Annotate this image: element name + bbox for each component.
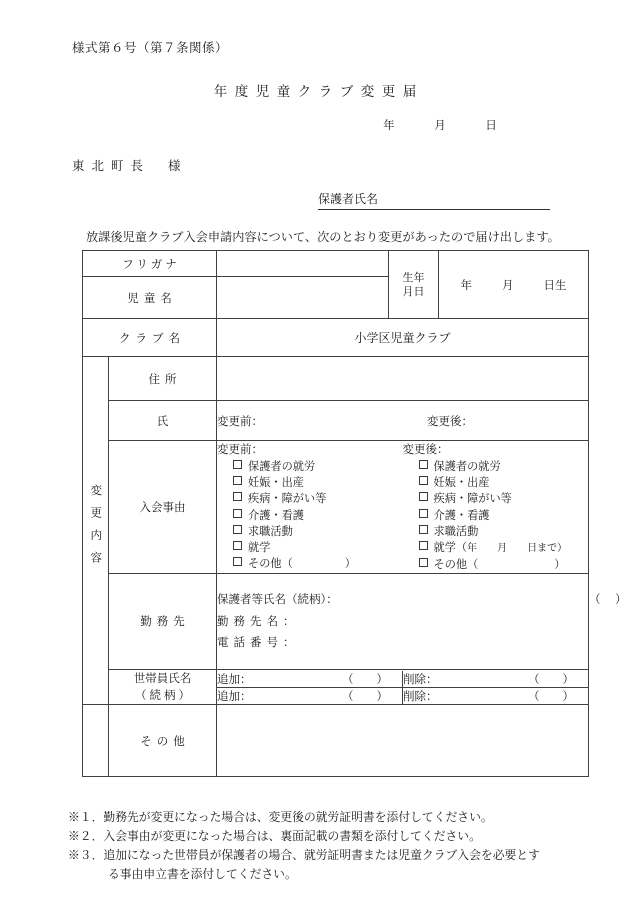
table-row-household-members [83,669,589,705]
reason-before-column [217,441,403,573]
other-row-spacer-cell [83,705,109,777]
member-add-relation-2: （ ） [342,688,388,703]
footnote-2: ※２．入会事由が変更になった場合は、裏面記載の書類を添付してください。 [68,829,481,844]
member-delete-label: 削除： [403,688,438,703]
reason-before-item-3[interactable]: 介護・看護 [217,508,403,524]
workplace-phone-line[interactable] [217,632,588,654]
checkbox-icon[interactable] [419,525,428,534]
member-add-label: 追加： [217,688,252,703]
reason-before-item-1[interactable]: 妊娠・出産 [217,475,403,491]
footnote-1: ※１．勤務先が変更になった場合は、変更後の就労証明書を添付してください。 [68,810,493,824]
household-member-row-2 [217,687,588,704]
member-delete-label: 削除： [403,671,438,686]
reason-after-item-3[interactable]: 介護・看護 [403,508,589,524]
surname-change-cell[interactable] [217,401,589,441]
guardian-name-field[interactable] [318,190,550,210]
checkbox-icon[interactable] [233,460,242,469]
checkbox-icon[interactable] [419,476,428,485]
surname-label: 氏 [109,401,217,441]
footnote-3-continuation: る事由申立書を添付してください。 [108,867,297,882]
addressee-honorific: 様 [168,158,188,173]
furigana-label: フリガナ [83,251,217,277]
checkbox-icon[interactable] [233,525,242,534]
birthdate-label-line1: 生年 [402,270,425,284]
reason-before-item-5[interactable]: 就学 [217,540,403,556]
reason-before-other-close: ） [344,557,356,571]
table-row-other [83,705,589,777]
workplace-fields [217,573,627,669]
birthdate-label [389,251,439,319]
other-label: その他 [109,705,217,777]
reason-after-item-1[interactable]: 妊娠・出産 [403,475,589,491]
date-month-label: 月 [434,118,446,132]
reason-after-item-0[interactable]: 保護者の就労 [403,459,589,475]
reason-before-item-2[interactable]: 疾病・障がい等 [217,491,403,507]
intro-sentence: 放課後児童クラブ入会申請内容について、次のとおり変更があったので届け出します。 [86,230,560,244]
reason-after-item-4[interactable]: 求職活動 [403,524,589,540]
household-member-row-1 [217,671,588,688]
workplace-guardian-line[interactable] [217,589,627,611]
school-period-label: 年 月 日まで） [467,543,568,555]
address-value-cell[interactable] [217,357,589,401]
workplace-relation-paren: （ ） [589,592,627,607]
checkbox-icon[interactable] [419,509,428,518]
child-name-value-cell[interactable] [217,277,389,319]
birthdate-value-cell[interactable] [439,251,589,319]
reason-label: 入会事由 [109,441,217,574]
workplace-label: 勤務先 [109,573,217,669]
table-row-address [83,357,589,401]
birth-month-label: 月 [502,277,514,292]
member-add-cell-2[interactable] [217,687,403,704]
checkbox-icon[interactable] [233,492,242,501]
reason-checkbox-area [217,441,589,574]
member-delete-relation-2: （ ） [528,688,574,703]
workplace-name-label: 勤務先名： [217,613,300,628]
other-value-cell[interactable] [217,705,589,777]
birth-day-label: 日生 [543,277,567,292]
workplace-guardian-label: 保護者等氏名（続柄）： [217,592,338,607]
checkbox-icon[interactable] [419,460,428,469]
document-title: 年度児童クラブ変更届 [213,84,424,100]
reason-before-item-6[interactable]: その他（ ） [217,556,403,572]
checkbox-icon[interactable] [233,509,242,518]
member-add-cell-1[interactable] [217,671,403,688]
club-name-value[interactable]: 小学区児童クラブ [217,319,589,357]
table-row-furigana [83,251,589,277]
table-row-workplace [83,573,589,669]
change-content-vertical-label: 変更内容 [83,357,109,705]
workplace-name-line[interactable] [217,611,588,633]
date-day-label: 日 [485,118,497,132]
footnote-3: ※３．追加になった世帯員が保護者の場合、就労証明書または児童クラブ入会を必要とす [68,848,540,863]
member-delete-cell-2[interactable] [403,687,589,704]
guardian-name-label: 保護者氏名 [318,192,379,206]
member-add-relation-1: （ ） [342,671,388,686]
member-delete-cell-1[interactable] [403,671,589,688]
member-delete-relation-1: （ ） [528,671,574,686]
workplace-phone-label: 電話番号： [217,635,300,650]
furigana-value-cell[interactable] [217,251,389,277]
reason-before-item-0[interactable]: 保護者の就労 [217,459,403,475]
addressee [72,156,188,174]
club-name-label: クラブ名 [83,319,217,357]
checkbox-icon[interactable] [419,541,428,550]
household-member-grid [217,669,589,705]
form-number: 様式第６号（第７条関係） [72,40,229,55]
reason-after-column [403,441,589,573]
reason-after-item-5[interactable]: 就学（年 月 日まで） [403,540,589,557]
checkbox-icon[interactable] [419,558,428,567]
member-add-label: 追加： [217,671,252,686]
household-member-label-line1: 世帯員氏名 [133,670,192,685]
table-row-reason [83,441,589,574]
submission-date-line [0,117,630,133]
address-label: 住所 [109,357,217,401]
reason-after-item-6[interactable]: その他（ ） [403,557,589,573]
birth-year-label: 年 [460,277,472,292]
reason-after-head: 変更後： [402,442,449,456]
checkbox-icon[interactable] [233,541,242,550]
surname-before-label: 変更前： [217,413,263,428]
table-row-club-name [83,319,589,357]
child-name-label: 児童名 [83,277,217,319]
birthdate-label-line2: 月日 [402,284,425,298]
reason-after-item-2[interactable]: 疾病・障がい等 [403,491,589,507]
surname-after-label: 変更後： [427,413,473,428]
reason-before-item-4[interactable]: 求職活動 [217,524,403,540]
table-row-surname [83,401,589,441]
reason-after-other-close: ） [554,557,566,571]
date-year-label: 年 [383,118,395,132]
household-member-label-line2: （続柄） [135,688,193,703]
change-form-table [82,250,627,777]
reason-before-head: 変更前： [217,442,263,456]
checkbox-icon[interactable] [233,557,242,566]
household-member-label [109,669,217,705]
checkbox-icon[interactable] [233,476,242,485]
addressee-name: 東北町長 [72,158,151,173]
checkbox-icon[interactable] [419,492,428,501]
footnotes [68,808,540,884]
